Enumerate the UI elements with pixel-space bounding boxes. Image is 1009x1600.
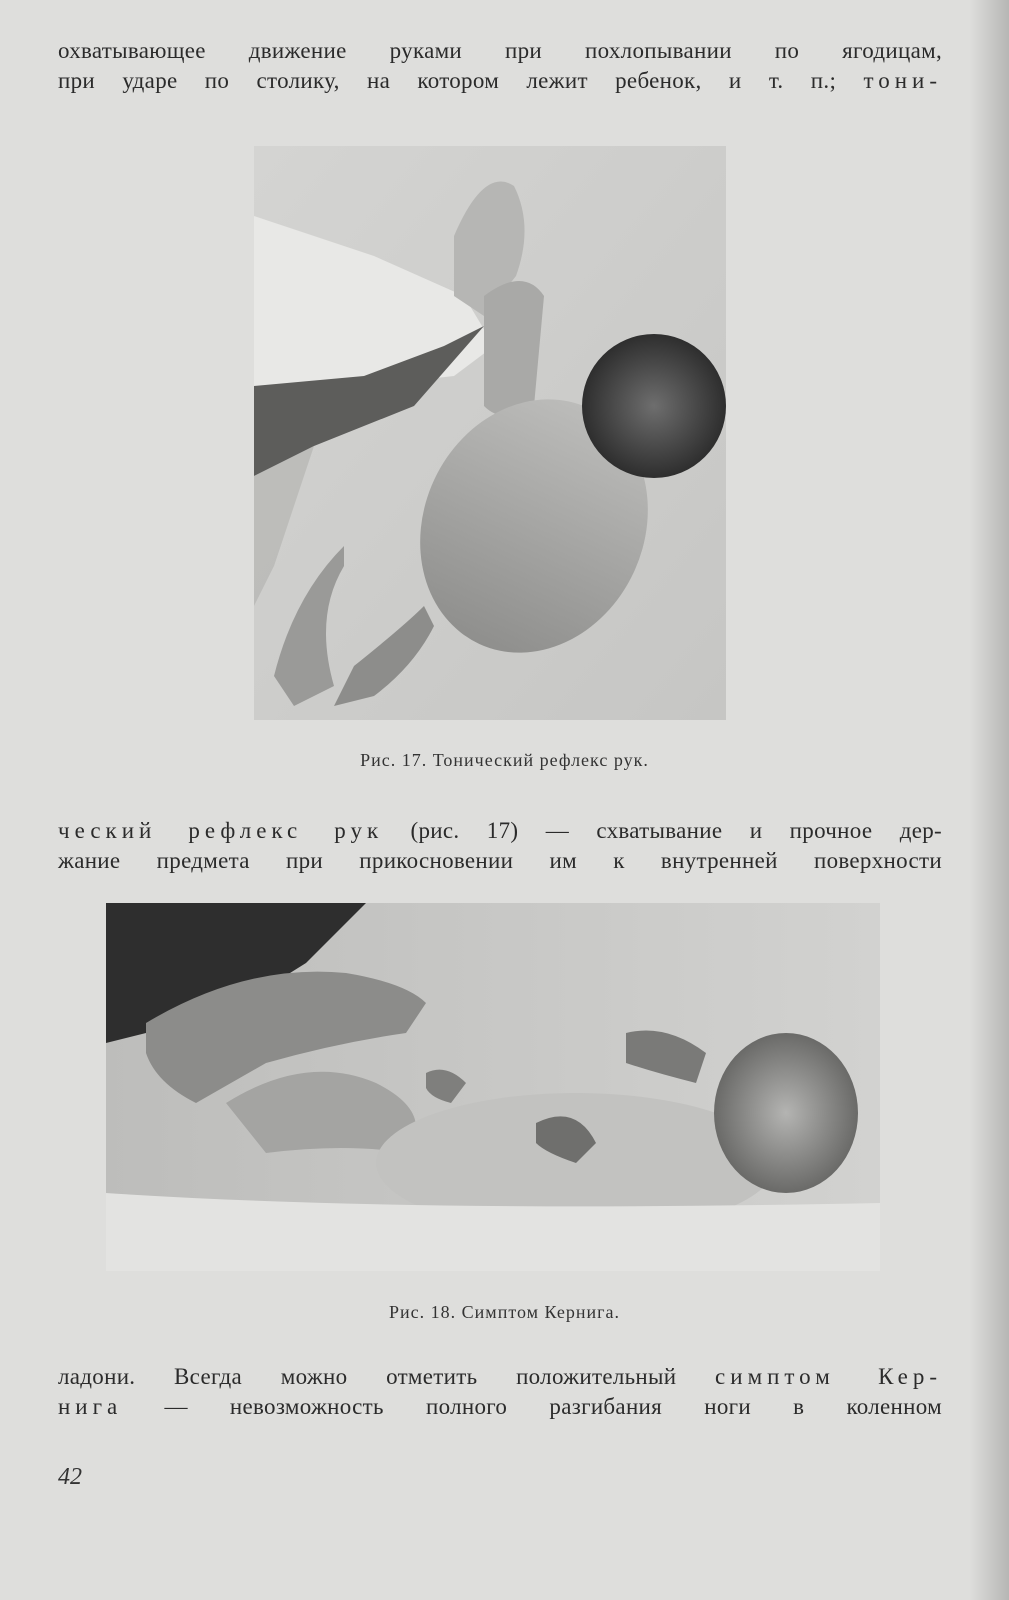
paragraph-bottom xyxy=(58,1362,942,1422)
text-line: при ударе по столику, на котором лежит ребенок, и т. п.; тони- xyxy=(58,68,942,93)
page-edge-shadow xyxy=(969,0,1009,1600)
text-line: охватывающее движение руками при похлопывании по ягодицам, xyxy=(58,38,942,63)
figure-17-caption: Рис. 17. Тонический рефлекс рук. xyxy=(360,750,649,770)
figure-18-photo xyxy=(106,903,880,1271)
text-line: жание предмета при прикосновении им к внутренней поверхности xyxy=(58,848,942,873)
figure-18-caption: Рис. 18. Симптом Кернига. xyxy=(389,1302,620,1322)
text-line: нига — невозможность полного разгибания ноги в коленном xyxy=(58,1394,942,1419)
page-number: 42 xyxy=(58,1464,82,1490)
paragraph-top xyxy=(58,36,942,96)
paragraph-middle xyxy=(58,816,942,876)
figure-17-photo xyxy=(254,146,726,720)
text-line: ческий рефлекс рук (рис. 17) — схватывание и прочное дер- xyxy=(58,818,942,843)
text-line: ладони. Всегда можно отметить положительный симптом Кер- xyxy=(58,1364,942,1389)
